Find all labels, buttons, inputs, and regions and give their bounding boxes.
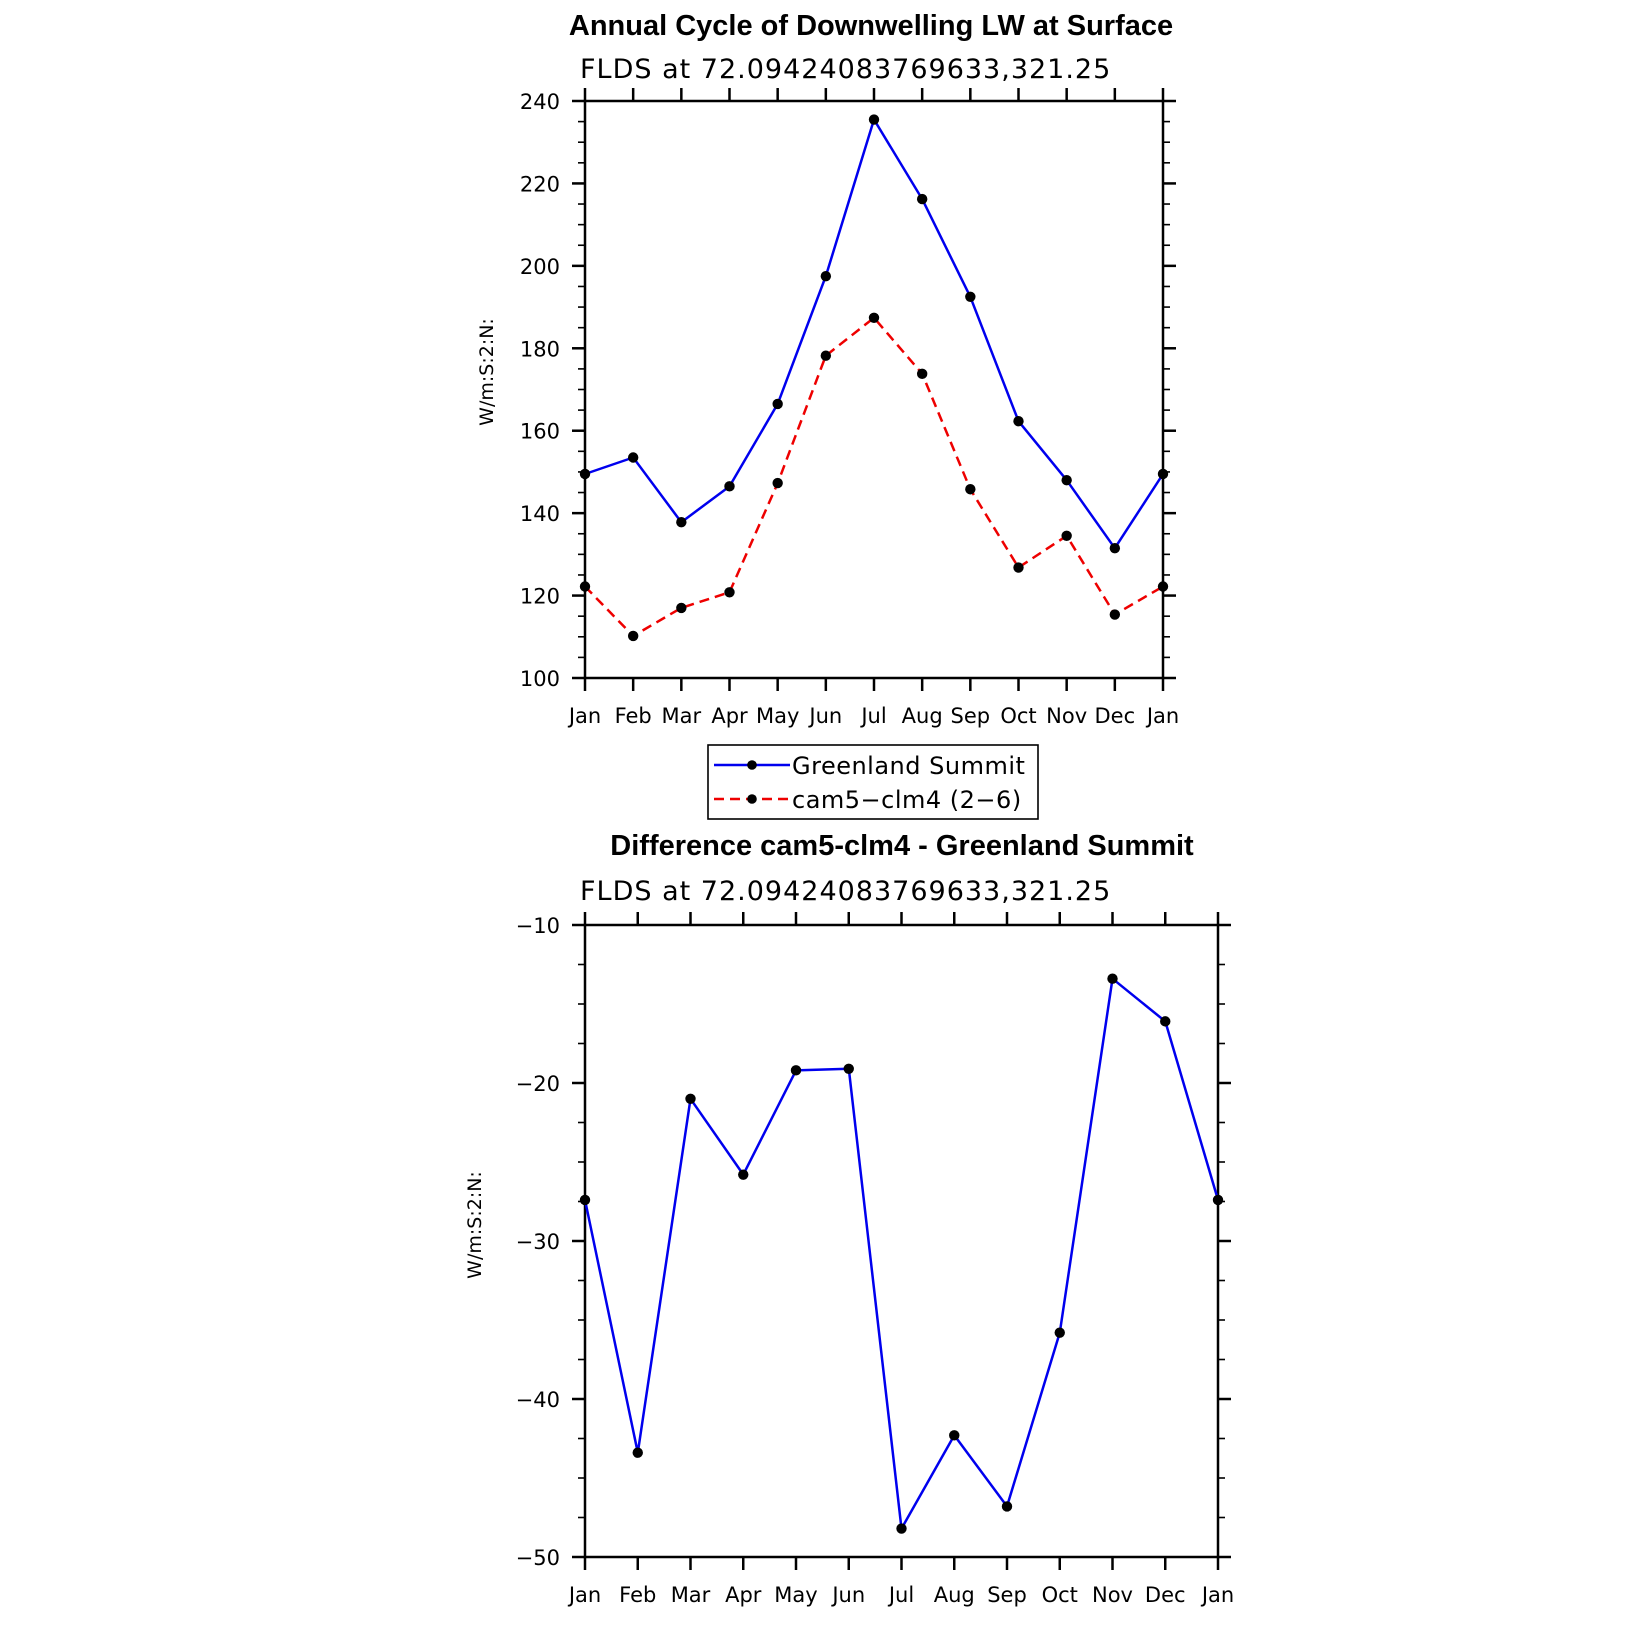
top-chart-title: Annual Cycle of Downwelling LW at Surface bbox=[568, 10, 1174, 42]
bottom-chart-data-point bbox=[580, 1195, 590, 1205]
top-chart bbox=[476, 10, 1179, 819]
bottom-chart-x-tick-label: Oct bbox=[1041, 1583, 1078, 1607]
legend-marker-cam5-clm4 bbox=[747, 794, 757, 804]
top-chart-data-point bbox=[821, 271, 831, 281]
bottom-chart-y-axis-label: W/m:S:2:N: bbox=[464, 1171, 486, 1279]
bottom-chart-x-tick-label: Jan bbox=[1201, 1583, 1235, 1607]
bottom-chart-data-point bbox=[896, 1523, 906, 1533]
bottom-chart-y-tick-label: −50 bbox=[515, 1546, 560, 1570]
bottom-chart-x-tick-label: Nov bbox=[1092, 1583, 1133, 1607]
top-chart-x-tick-label: Jun bbox=[809, 704, 843, 728]
top-chart-y-tick-label: 220 bbox=[519, 172, 560, 197]
top-chart-x-tick-label: Jan bbox=[1146, 704, 1180, 728]
top-chart-data-point bbox=[772, 478, 782, 488]
bottom-chart-x-tick-label: Sep bbox=[987, 1583, 1027, 1607]
bottom-chart-data-point bbox=[844, 1064, 854, 1074]
top-chart-data-point bbox=[1110, 609, 1120, 619]
top-chart-x-tick-label: May bbox=[755, 704, 800, 728]
legend-marker-greenland-summit bbox=[747, 760, 757, 770]
bottom-chart-y-tick-label: −10 bbox=[515, 914, 560, 938]
top-chart-y-tick-label: 200 bbox=[519, 254, 560, 279]
bottom-chart-x-tick-label: Jan bbox=[568, 1583, 602, 1607]
bottom-chart-data-point bbox=[685, 1094, 695, 1104]
top-chart-x-tick-label: Nov bbox=[1046, 704, 1088, 728]
bottom-chart-x-tick-label: Aug bbox=[933, 1583, 975, 1607]
bottom-chart-x-tick-label: Dec bbox=[1144, 1583, 1186, 1607]
bottom-chart-y-tick-label: −30 bbox=[515, 1230, 560, 1254]
top-chart-data-point bbox=[676, 603, 686, 613]
top-chart-data-point bbox=[1013, 416, 1023, 426]
top-chart-data-point bbox=[1110, 543, 1120, 553]
bottom-chart-data-point bbox=[949, 1430, 959, 1440]
top-chart-series bbox=[580, 114, 1168, 641]
top-chart-data-point bbox=[917, 369, 927, 379]
bottom-chart-x-tick-label: May bbox=[774, 1583, 818, 1607]
top-chart-y-tick-label: 100 bbox=[519, 667, 560, 691]
top-chart-data-point bbox=[676, 517, 686, 527]
bottom-chart-data-point bbox=[738, 1169, 748, 1179]
top-chart-x-tick-label: Aug bbox=[901, 704, 943, 728]
bottom-chart-y-tick-label: −40 bbox=[515, 1388, 560, 1412]
top-chart-series-line-0 bbox=[585, 120, 1163, 549]
top-chart-data-point bbox=[724, 587, 734, 597]
top-chart-data-point bbox=[821, 351, 831, 361]
top-chart-frame bbox=[585, 101, 1163, 678]
top-chart-y-tick-label: 140 bbox=[519, 502, 560, 527]
top-chart-data-point bbox=[580, 469, 590, 479]
bottom-chart-data-point bbox=[1160, 1016, 1170, 1026]
top-chart-data-point bbox=[724, 481, 734, 491]
top-chart-x-tick-label: Dec bbox=[1094, 704, 1136, 728]
top-chart-data-point bbox=[628, 631, 638, 641]
top-chart-data-point bbox=[869, 313, 879, 323]
top-chart-data-point bbox=[1158, 581, 1168, 591]
bottom-chart-subtitle: FLDS at 72.09424083769633,321.25 bbox=[580, 876, 1112, 907]
top-chart-axes bbox=[520, 88, 1179, 728]
top-chart-series-line-1 bbox=[585, 318, 1163, 636]
bottom-chart bbox=[464, 830, 1234, 1607]
legend-label-cam5-clm4: cam5−clm4 (2−6) bbox=[792, 786, 1022, 814]
bottom-chart-x-tick-label: Apr bbox=[725, 1583, 762, 1607]
top-chart-data-point bbox=[917, 194, 927, 204]
bottom-chart-frame bbox=[585, 925, 1218, 1557]
top-chart-x-tick-label: Feb bbox=[614, 704, 652, 728]
bottom-chart-title: Difference cam5-clm4 - Greenland Summit bbox=[610, 830, 1194, 862]
top-chart-data-point bbox=[1061, 475, 1071, 485]
top-chart-data-point bbox=[1158, 469, 1168, 479]
bottom-chart-x-tick-label: Jun bbox=[832, 1583, 866, 1607]
top-chart-data-point bbox=[869, 114, 879, 124]
top-chart-x-tick-label: Mar bbox=[661, 704, 702, 728]
top-chart-data-point bbox=[628, 452, 638, 462]
bottom-chart-y-tick-label: −20 bbox=[515, 1072, 560, 1096]
bottom-chart-data-point bbox=[1002, 1501, 1012, 1511]
bottom-chart-data-point bbox=[1213, 1195, 1223, 1205]
top-chart-y-tick-label: 240 bbox=[519, 90, 560, 114]
legend-label-greenland-summit: Greenland Summit bbox=[792, 752, 1026, 780]
top-chart-y-axis-label: W/m:S:2:N: bbox=[476, 318, 498, 426]
bottom-chart-series-line-0 bbox=[585, 979, 1218, 1529]
top-chart-data-point bbox=[1061, 531, 1071, 541]
top-chart-x-tick-label: Apr bbox=[711, 704, 748, 728]
bottom-chart-series bbox=[580, 974, 1223, 1534]
top-chart-x-tick-label: Sep bbox=[950, 704, 991, 728]
top-chart-x-tick-label: Oct bbox=[1000, 704, 1037, 728]
bottom-chart-x-tick-label: Mar bbox=[670, 1583, 711, 1607]
bottom-chart-data-point bbox=[1055, 1327, 1065, 1337]
bottom-chart-x-tick-label: Jul bbox=[888, 1583, 915, 1607]
top-chart-x-tick-label: Jul bbox=[861, 704, 887, 728]
top-chart-y-tick-label: 160 bbox=[519, 419, 560, 444]
bottom-chart-x-tick-label: Feb bbox=[619, 1583, 657, 1607]
top-chart-data-point bbox=[965, 292, 975, 302]
bottom-chart-axes bbox=[516, 912, 1235, 1607]
top-chart-legend bbox=[708, 745, 1038, 819]
top-chart-y-tick-label: 120 bbox=[519, 584, 560, 609]
top-chart-data-point bbox=[965, 484, 975, 494]
top-chart-x-tick-label: Jan bbox=[568, 704, 602, 728]
top-chart-data-point bbox=[1013, 562, 1023, 572]
top-chart-subtitle: FLDS at 72.09424083769633,321.25 bbox=[580, 54, 1112, 85]
bottom-chart-data-point bbox=[1107, 974, 1117, 984]
top-chart-y-tick-label: 180 bbox=[519, 337, 560, 362]
bottom-chart-data-point bbox=[633, 1448, 643, 1458]
bottom-chart-data-point bbox=[791, 1065, 801, 1075]
top-chart-data-point bbox=[580, 581, 590, 591]
top-chart-data-point bbox=[772, 399, 782, 409]
